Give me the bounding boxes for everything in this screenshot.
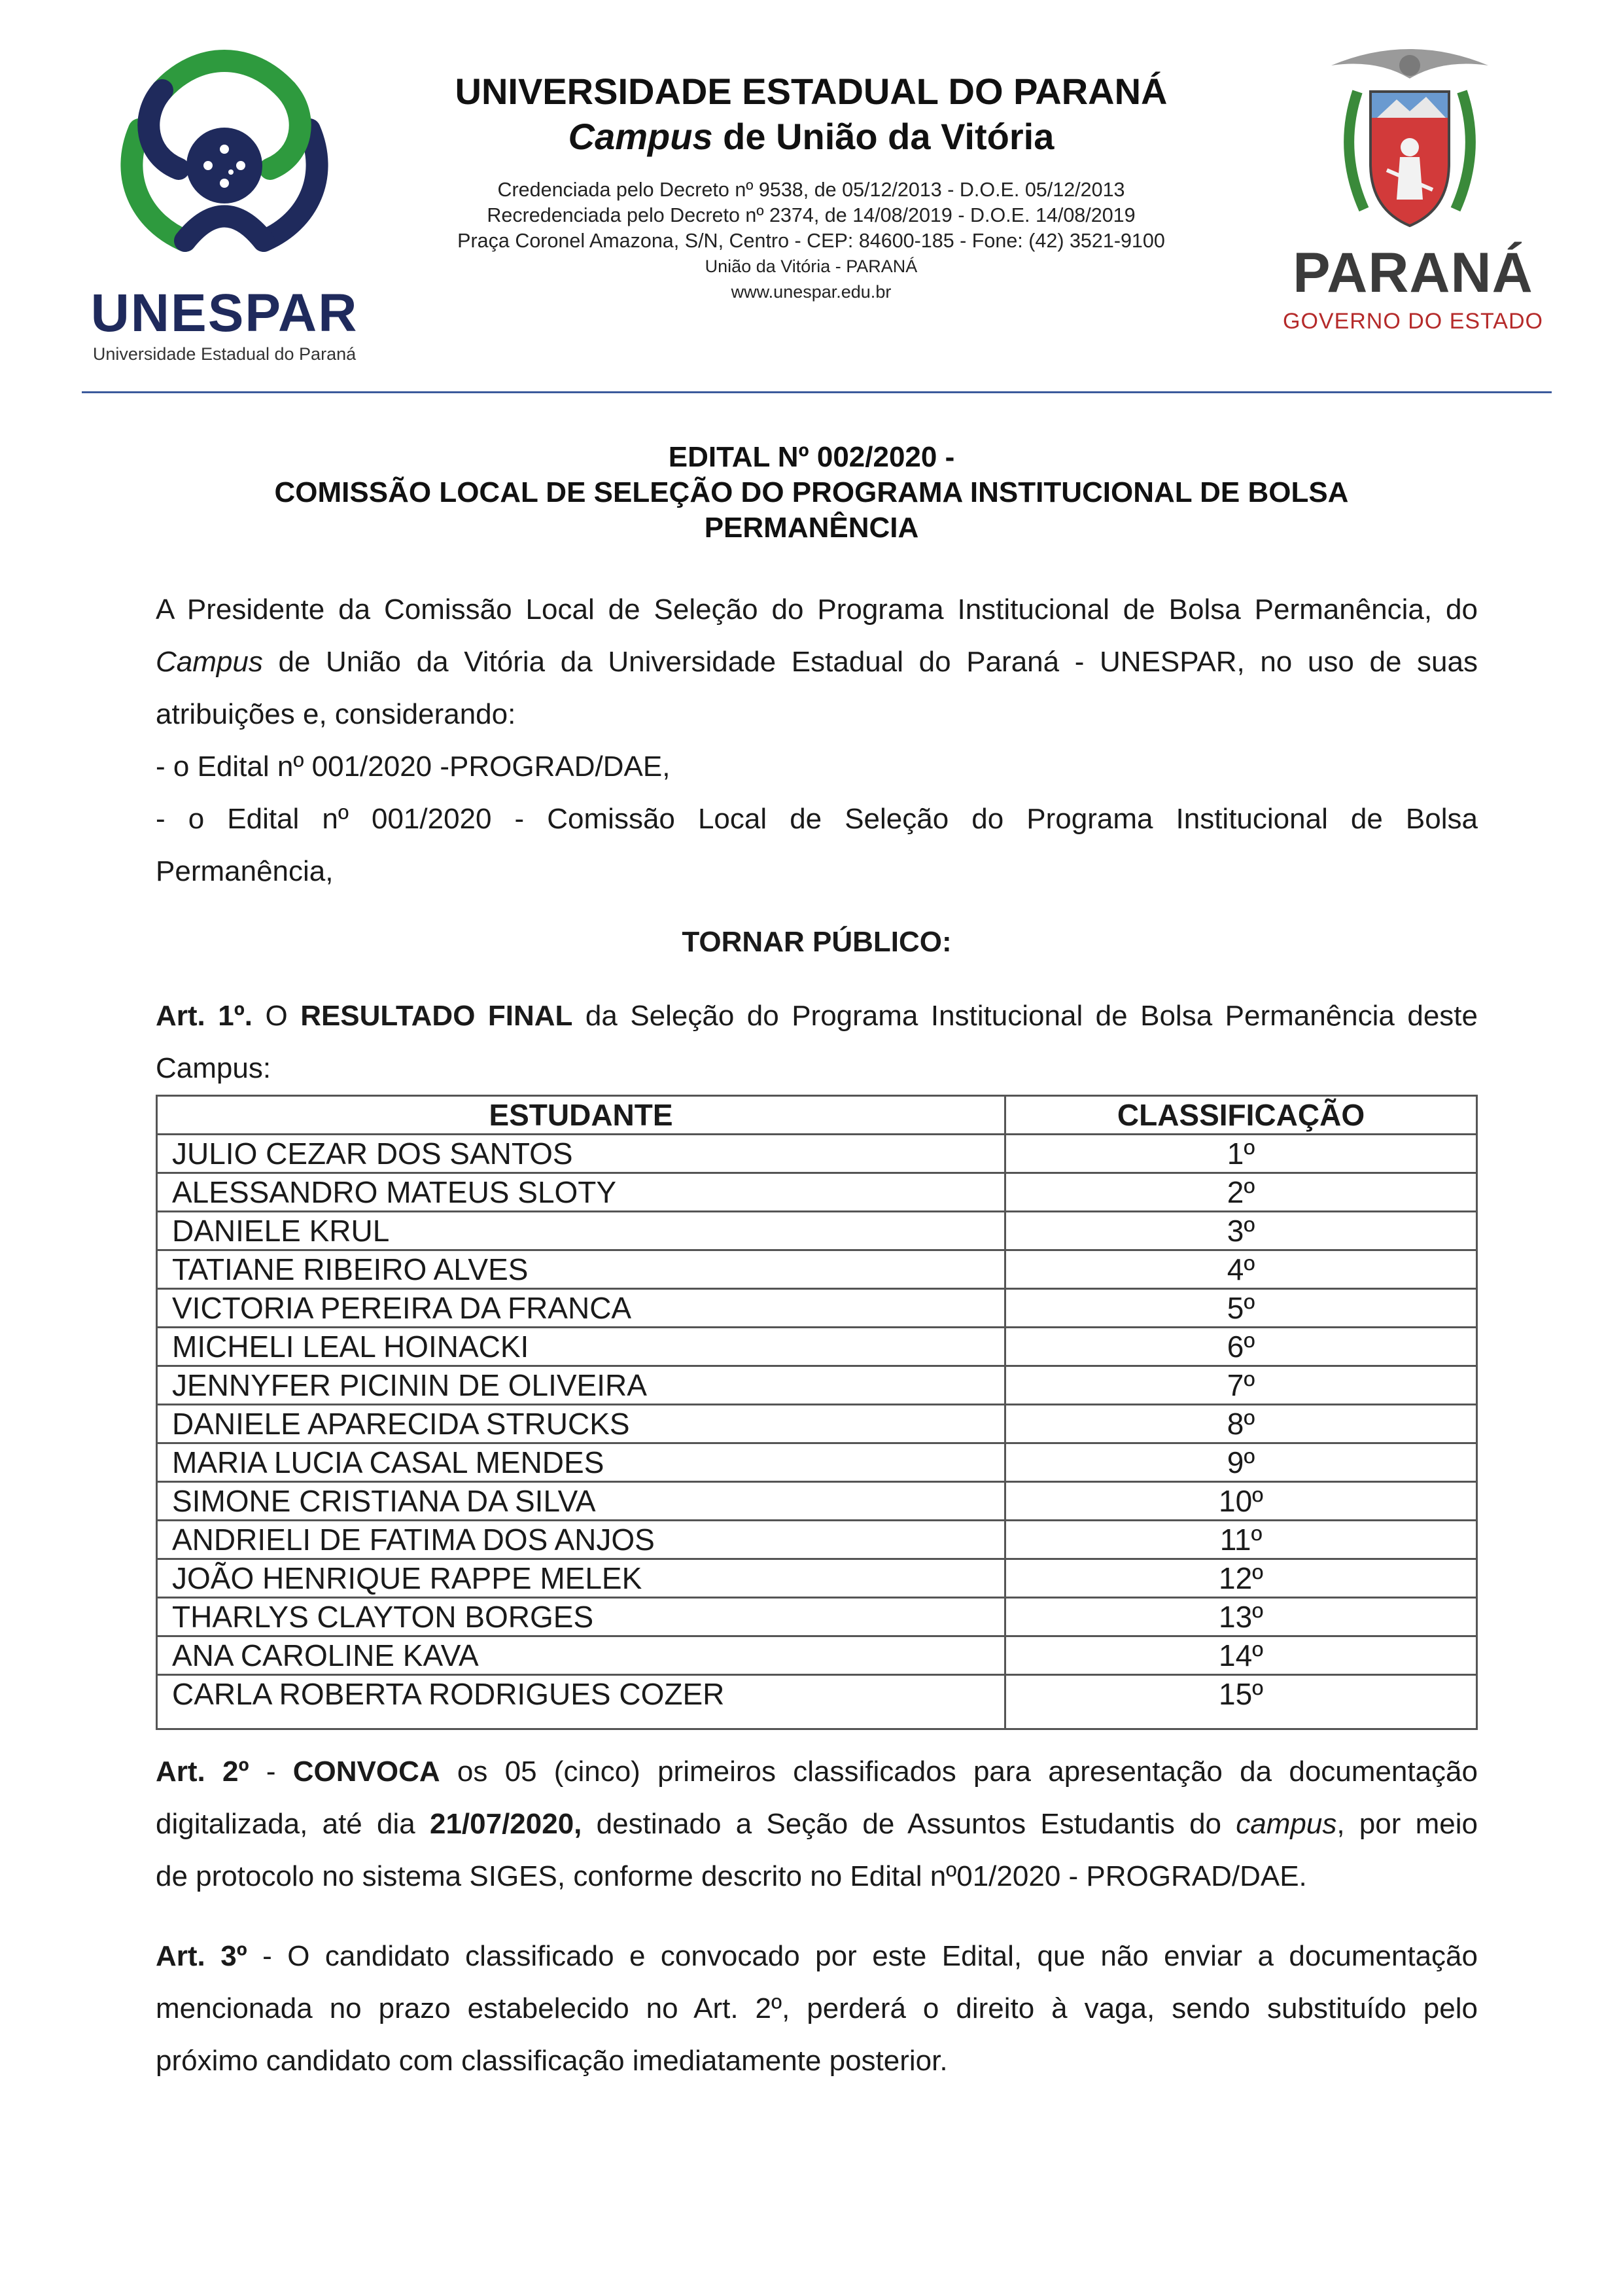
deadline-date: 21/07/2020, xyxy=(429,1808,582,1840)
classification-cell: 9º xyxy=(1005,1443,1477,1482)
edital-title xyxy=(131,440,1492,546)
student-name-cell: ANDRIELI DE FATIMA DOS ANJOS xyxy=(157,1521,1005,1559)
classification-cell: 2º xyxy=(1005,1173,1477,1212)
classification-cell: 4º xyxy=(1005,1250,1477,1289)
student-name-cell: MICHELI LEAL HOINACKI xyxy=(157,1328,1005,1366)
classification-cell: 11º xyxy=(1005,1521,1477,1559)
article-text: digitalizada, até dia xyxy=(156,1808,430,1840)
classification-cell: 13º xyxy=(1005,1598,1477,1636)
classification-cell: 15º xyxy=(1005,1675,1477,1729)
student-name-cell: SIMONE CRISTIANA DA SILVA xyxy=(157,1482,1005,1521)
consideration-item: - o Edital nº 001/2020 -PROGRAD/DAE, xyxy=(156,751,671,783)
table-row xyxy=(157,1173,1477,1212)
article-text: os 05 (cinco) primeiros classificados para apresentação da documentação xyxy=(440,1756,1478,1788)
table-row xyxy=(157,1443,1477,1482)
governo-do-estado-label: GOVERNO DO ESTADO xyxy=(1283,309,1543,334)
edital-number: EDITAL Nº 002/2020 - xyxy=(668,441,955,473)
institution-header xyxy=(393,69,1230,305)
article-3-line: mencionada no prazo estabelecido no Art. 2º, perderá o direito à vaga, sendo substituído pelo xyxy=(156,1992,1478,2024)
address-line: Praça Coronel Amazona, S/N, Centro - CEP: 84600-185 - Fone: (42) 3521-9100 xyxy=(457,230,1165,252)
reaccreditation-line: Recredenciada pelo Decreto nº 2374, de 14/08/2019 - D.O.E. 14/08/2019 xyxy=(487,204,1136,226)
table-row xyxy=(157,1675,1477,1729)
article-text: - O candidato classificado e convocado por este Edital, que não enviar a documentação xyxy=(247,1940,1478,1972)
intro-text: de União da Vitória da Universidade Estadual do Paraná - UNESPAR, no uso de suas xyxy=(262,646,1478,678)
student-name-cell: MARIA LUCIA CASAL MENDES xyxy=(157,1443,1005,1482)
accreditation-line: Credenciada pelo Decreto nº 9538, de 05/12/2013 - D.O.E. 05/12/2013 xyxy=(497,179,1125,201)
university-name: UNIVERSIDADE ESTADUAL DO PARANÁ xyxy=(455,71,1168,112)
classification-cell: 3º xyxy=(1005,1212,1477,1250)
student-name-cell: TATIANE RIBEIRO ALVES xyxy=(157,1250,1005,1289)
article-2 xyxy=(156,1746,1478,1903)
table-row xyxy=(157,1212,1477,1250)
article-text: destinado a Seção de Assuntos Estudantis do xyxy=(582,1808,1236,1840)
article-text: , por meio xyxy=(1336,1808,1478,1840)
campus-italic: campus xyxy=(1236,1808,1337,1840)
intro-line xyxy=(156,636,1478,688)
intro-line: atribuições e, considerando: xyxy=(156,698,516,730)
edital-program: PERMANÊNCIA xyxy=(704,512,919,544)
parana-government-logo xyxy=(1282,39,1544,340)
table-row xyxy=(157,1559,1477,1598)
student-name-cell: DANIELE KRUL xyxy=(157,1212,1005,1250)
table-row xyxy=(157,1598,1477,1636)
classification-cell: 6º xyxy=(1005,1328,1477,1366)
unespar-logo xyxy=(84,44,365,364)
table-row xyxy=(157,1250,1477,1289)
article-3-line: próximo candidato com classificação imediatamente posterior. xyxy=(156,2045,948,2077)
column-header-classification: CLASSIFICAÇÃO xyxy=(1005,1096,1477,1135)
tornar-publico-heading: TORNAR PÚBLICO: xyxy=(682,926,952,958)
consideration-item: - o Edital nº 001/2020 - Comissão Local de Seleção do Programa Institucional de Bolsa xyxy=(156,803,1478,835)
student-name-cell: THARLYS CLAYTON BORGES xyxy=(157,1598,1005,1636)
student-name-cell: JENNYFER PICININ DE OLIVEIRA xyxy=(157,1366,1005,1405)
unespar-emblem-icon xyxy=(100,44,349,280)
classification-cell: 10º xyxy=(1005,1482,1477,1521)
article-1-line xyxy=(156,990,1478,1042)
classification-cell: 12º xyxy=(1005,1559,1477,1598)
student-name-cell: ANA CAROLINE KAVA xyxy=(157,1636,1005,1675)
table-row xyxy=(157,1482,1477,1521)
article-3 xyxy=(156,1930,1478,2087)
article-2-line xyxy=(156,1746,1478,1798)
student-name-cell: JOÃO HENRIQUE RAPPE MELEK xyxy=(157,1559,1005,1598)
intro-paragraph xyxy=(156,584,1478,898)
campus-word: Campus xyxy=(568,116,713,157)
article-1-line: Campus: xyxy=(156,1052,271,1084)
student-name-cell: DANIELE APARECIDA STRUCKS xyxy=(157,1405,1005,1443)
article-3-label: Art. 3º xyxy=(156,1940,247,1972)
edital-commission: COMISSÃO LOCAL DE SELEÇÃO DO PROGRAMA INSTITUCIONAL DE BOLSA xyxy=(274,476,1349,508)
table-header-row xyxy=(157,1096,1477,1135)
student-name-cell: VICTORIA PEREIRA DA FRANCA xyxy=(157,1289,1005,1328)
article-2-line xyxy=(156,1798,1478,1850)
table-row xyxy=(157,1636,1477,1675)
article-2-label: Art. 2º xyxy=(156,1756,249,1788)
article-2-line: de protocolo no sistema SIGES, conforme descrito no Edital nº01/2020 - PROGRAD/DAE. xyxy=(156,1860,1307,1892)
resultado-final: RESULTADO FINAL xyxy=(300,1000,573,1032)
campus-name xyxy=(393,115,1230,159)
results-body xyxy=(157,1135,1477,1729)
website-line: www.unespar.edu.br xyxy=(731,282,892,302)
convoca: CONVOCA xyxy=(292,1756,440,1788)
results-table xyxy=(156,1095,1478,1730)
article-1-label: Art. 1º. xyxy=(156,1000,253,1032)
intro-line: A Presidente da Comissão Local de Seleção do Programa Institucional de Bolsa Permanência, do xyxy=(156,593,1478,626)
table-row xyxy=(157,1328,1477,1366)
table-row xyxy=(157,1135,1477,1173)
classification-cell: 7º xyxy=(1005,1366,1477,1405)
column-header-student: ESTUDANTE xyxy=(157,1096,1005,1135)
classification-cell: 8º xyxy=(1005,1405,1477,1443)
unespar-subtitle: Universidade Estadual do Paraná xyxy=(92,344,357,364)
city-line: União da Vitória - PARANÁ xyxy=(705,256,918,276)
campus-italic: Campus xyxy=(156,646,263,678)
table-row xyxy=(157,1366,1477,1405)
student-name-cell: ALESSANDRO MATEUS SLOTY xyxy=(157,1173,1005,1212)
student-name-cell: CARLA ROBERTA RODRIGUES COZER xyxy=(157,1675,1005,1729)
article-text: O xyxy=(253,1000,301,1032)
student-name-cell: JULIO CEZAR DOS SANTOS xyxy=(157,1135,1005,1173)
article-1 xyxy=(156,990,1478,1095)
article-text: da Seleção do Programa Institucional de Bolsa Permanência deste xyxy=(572,1000,1478,1032)
parana-coat-of-arms-icon xyxy=(1312,39,1508,242)
classification-cell: 14º xyxy=(1005,1636,1477,1675)
consideration-item-cont: Permanência, xyxy=(156,855,334,887)
parana-wordmark: PARANÁ xyxy=(1293,241,1533,304)
table-row xyxy=(157,1405,1477,1443)
article-text: - xyxy=(249,1756,293,1788)
campus-location: de União da Vitória xyxy=(712,116,1055,157)
unespar-wordmark: UNESPAR xyxy=(90,283,358,343)
article-3-line xyxy=(156,1930,1478,1983)
classification-cell: 5º xyxy=(1005,1289,1477,1328)
classification-cell: 1º xyxy=(1005,1135,1477,1173)
header-divider xyxy=(82,391,1552,393)
table-row xyxy=(157,1289,1477,1328)
table-row xyxy=(157,1521,1477,1559)
